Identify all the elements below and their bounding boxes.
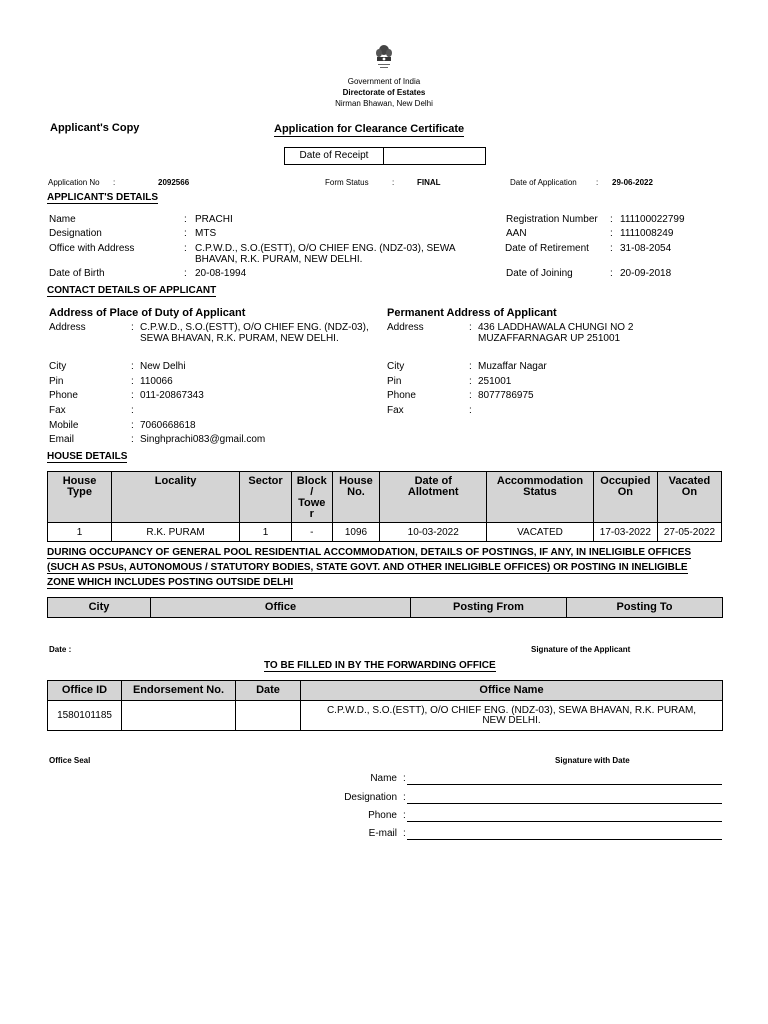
col-block-tower [291,472,332,523]
col-house-no-line-2: No. [347,486,365,498]
duty-address-heading: Address of Place of Duty of Applicant [49,307,246,319]
retirement-value: 31-08-2054 [620,243,672,254]
copy-label: Applicant's Copy [50,122,140,134]
duty-address-label: Address [49,322,86,333]
duty-city-label: City [49,361,67,372]
office-address-line-2: BHAVAN, R.K. PURAM, NEW DELHI. [195,254,363,265]
date-of-application-colon: : [596,178,599,187]
perm-fax-label: Fax [387,405,404,416]
duty-address-line-2: SEWA BHAVAN, R.K. PURAM, NEW DELHI. [140,333,339,344]
national-emblem-icon [374,44,394,74]
cell-office-name [301,701,723,731]
col-status-line-1: Accommodation [496,475,584,487]
col-occupied-on [593,472,657,523]
cell-block: - [291,523,332,542]
name-colon: : [184,214,187,225]
application-no-label: Application No [48,178,100,187]
perm-address-colon: : [469,322,472,333]
signature-with-date-label: Signature with Date [555,756,630,765]
retirement-colon: : [610,243,613,254]
house-table-header-row [48,472,722,523]
postings-table [47,597,723,618]
duty-phone-label: Phone [49,390,78,401]
perm-city-value: Muzaffar Nagar [478,361,547,372]
designation-label: Designation [49,228,102,239]
col-house-no [332,472,380,523]
perm-phone-value: 8077786975 [478,390,534,401]
office-name-line-2: NEW DELHI. [482,714,541,726]
postings-heading-line-3: ZONE WHICH INCLUDES POSTING OUTSIDE DELHI [47,577,294,588]
application-no-colon: : [113,178,116,187]
duty-email-value: Singhprachi083@gmail.com [140,434,266,445]
duty-address-colon: : [131,322,134,333]
designation-colon: : [184,228,187,239]
col-house-no-line-1: House [339,475,373,487]
registration-number-colon: : [610,214,613,225]
contact-details-heading: CONTACT DETAILS OF APPLICANT [47,285,217,296]
designation-value: MTS [195,228,217,239]
col-office-id: Office ID [48,681,122,701]
permanent-address-heading: Permanent Address of Applicant [387,307,557,319]
col-house-type-line-1: House [62,475,97,487]
col-allotment-line-2: Allotment [407,486,459,498]
date-of-receipt-value [385,148,485,164]
perm-phone-label: Phone [387,390,416,401]
form-status-value: FINAL [417,178,441,187]
name-label: Name [49,214,76,225]
office-address-line-1: C.P.W.D., S.O.(ESTT), O/O CHIEF ENG. (NDZ-03), SEWA [195,243,456,254]
office-address-colon: : [184,243,187,254]
cell-sector: 1 [240,523,292,542]
duty-mobile-colon: : [131,420,134,431]
registration-number-label: Registration Number [506,214,598,225]
footer-phone-label: Phone [368,810,397,821]
footer-designation-colon: : [403,792,406,803]
house-details-table [47,471,722,542]
application-no-value: 2092566 [158,178,190,187]
perm-city-label: City [387,361,405,372]
cell-endorsement-no [122,701,236,731]
perm-pin-value: 251001 [478,376,512,387]
name-line-field[interactable] [407,784,722,785]
applicant-signature-label: Signature of the Applicant [531,645,631,654]
col-vacated-line-2: On [681,486,698,498]
postings-heading-line-2: (SUCH AS PSUs, AUTONOMOUS / STATUTORY BODIES, STATE GOVT. AND OTHER INELIGIBLE OFFICES) OR POSTING IN INELIGIBLE [47,562,688,573]
office-seal-label: Office Seal [49,756,91,765]
date-of-application-label: Date of Application [510,178,577,187]
email-line-field[interactable] [407,839,722,840]
date-of-application-value: 29-06-2022 [612,178,653,187]
applicant-details-heading: APPLICANT'S DETAILS [47,192,159,203]
footer-phone-colon: : [403,810,406,821]
aan-label: AAN [506,228,527,239]
table-row [48,701,723,731]
aan-value: 1111008249 [620,228,674,239]
col-office: Office [151,598,411,618]
duty-city-colon: : [131,361,134,372]
col-endorsement-no: Endorsement No. [122,681,236,701]
table-row [48,523,722,542]
col-date: Date [236,681,301,701]
perm-address-line-2: MUZAFFARNAGAR UP 251001 [478,333,621,344]
cell-occupied: 17-03-2022 [593,523,657,542]
dob-colon: : [184,268,187,279]
form-status-label: Form Status [325,178,369,187]
perm-address-label: Address [387,322,424,333]
col-vacated-line-1: Vacated [668,475,711,487]
cell-allotment: 10-03-2022 [380,523,487,542]
duty-mobile-label: Mobile [49,420,79,431]
col-block-line-1: Block [296,475,327,487]
col-sector: Sector [240,472,292,523]
aan-colon: : [610,228,613,239]
col-vacated-on [657,472,721,523]
col-allotment-line-1: Date of [414,475,452,487]
forwarding-office-heading: TO BE FILLED IN BY THE FORWARDING OFFICE [264,660,496,671]
form-status-colon: : [392,178,395,187]
footer-name-label: Name [370,773,397,784]
header-line-2: Directorate of Estates [342,88,426,97]
date-of-receipt-label: Date of Receipt [285,148,384,164]
cell-status: VACATED [487,523,594,542]
registration-number-value: 111100022799 [620,214,685,225]
dob-value: 20-08-1994 [195,268,247,279]
col-house-type-line-2: Type [67,486,92,498]
cell-date [236,701,301,731]
duty-pin-value: 110066 [140,376,173,387]
duty-mobile-value: 7060668618 [140,420,196,431]
col-locality: Locality [112,472,240,523]
retirement-label: Date of Retirement [505,243,589,254]
col-office-name: Office Name [301,681,723,701]
footer-designation-label: Designation [344,792,397,803]
col-city: City [48,598,151,618]
perm-address-line-1: 436 LADDHAWALA CHUNGI NO 2 [478,322,634,333]
duty-city-value: New Delhi [140,361,186,372]
header-line-1: Government of India [347,77,421,86]
form-title: Application for Clearance Certificate [274,123,465,135]
footer-email-label: E-mail [368,828,397,839]
perm-pin-colon: : [469,376,472,387]
col-posting-from: Posting From [411,598,567,618]
perm-pin-label: Pin [387,376,402,387]
duty-phone-value: 011-20867343 [140,390,204,401]
col-date-of-allotment [380,472,487,523]
designation-line-field[interactable] [407,803,722,804]
cell-house-type: 1 [48,523,112,542]
col-accommodation-status [487,472,594,523]
forwarding-office-table [47,680,723,731]
col-posting-to: Posting To [567,598,723,618]
perm-fax-colon: : [469,405,472,416]
joining-colon: : [610,268,613,279]
footer-email-colon: : [403,828,406,839]
house-details-heading: HOUSE DETAILS [47,451,128,462]
office-address-label: Office with Address [49,243,135,254]
col-house-type [48,472,112,523]
joining-value: 20-09-2018 [620,268,672,279]
col-status-line-2: Status [523,486,557,498]
duty-pin-label: Pin [49,376,64,387]
cell-vacated: 27-05-2022 [657,523,721,542]
duty-address-line-1: C.P.W.D., S.O.(ESTT), O/O CHIEF ENG. (NDZ-03), [140,322,369,333]
col-occupied-line-1: Occupied [600,475,651,487]
cell-office-id: 1580101185 [48,701,122,731]
duty-phone-colon: : [131,390,134,401]
phone-line-field[interactable] [407,821,722,822]
footer-name-colon: : [403,773,406,784]
joining-label: Date of Joining [506,268,573,279]
header-line-3: Nirman Bhawan, New Delhi [335,99,433,108]
dob-label: Date of Birth [49,268,105,279]
date-of-receipt-box [284,147,486,165]
date-label: Date : [49,645,72,654]
perm-city-colon: : [469,361,472,372]
office-name-line-1: C.P.W.D., S.O.(ESTT), O/O CHIEF ENG. (NDZ-03), SEWA BHAVAN, R.K. PURAM, [326,704,697,716]
col-occupied-line-2: On [617,486,633,498]
duty-email-label: Email [49,434,75,445]
cell-house-no: 1096 [332,523,380,542]
cell-locality: R.K. PURAM [112,523,240,542]
duty-fax-label: Fax [49,405,66,416]
col-block-line-2: / [310,486,314,498]
name-value: PRACHI [195,214,233,225]
perm-phone-colon: : [469,390,472,401]
postings-heading-line-1: DURING OCCUPANCY OF GENERAL POOL RESIDENTIAL ACCOMMODATION, DETAILS OF POSTINGS, IF ANY, IN INELIGIBLE OFFICES [47,547,692,558]
duty-pin-colon: : [131,376,134,387]
duty-fax-colon: : [131,405,134,416]
col-block-line-4: r [309,508,314,520]
col-block-line-3: Towe [298,497,326,509]
duty-email-colon: : [131,434,134,445]
